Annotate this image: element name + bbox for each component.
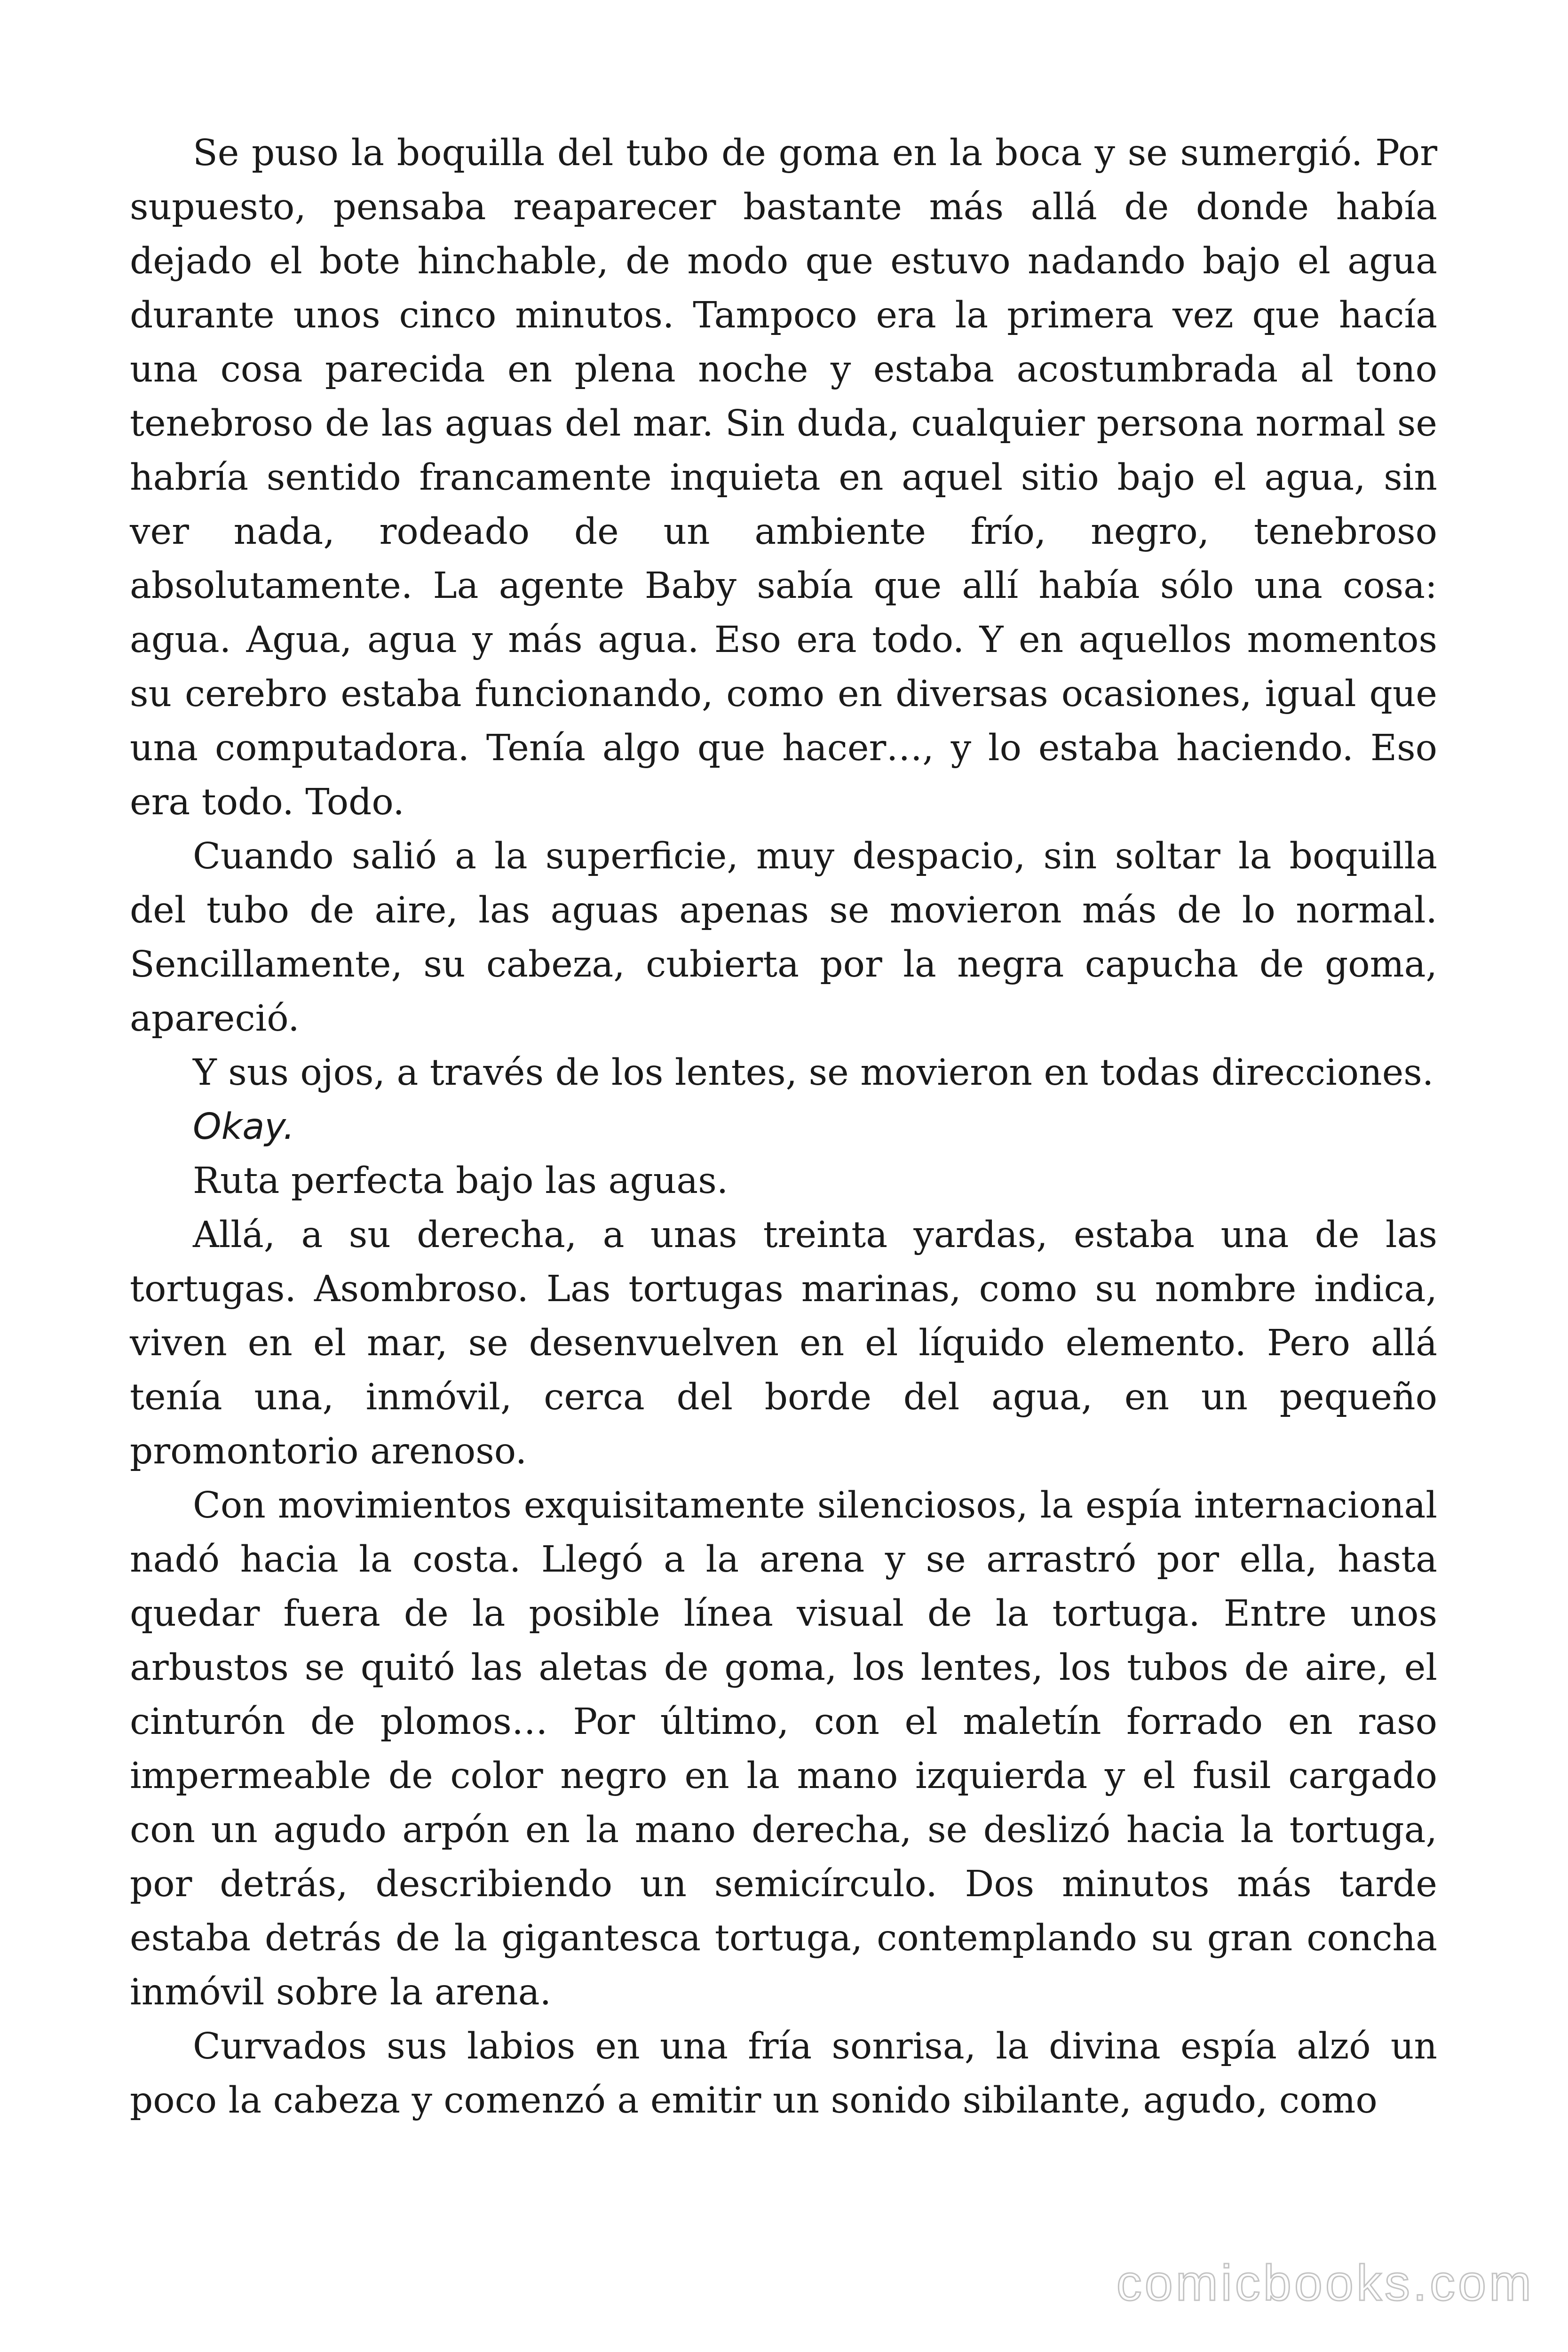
watermark: comicbooks.com bbox=[1116, 2254, 1534, 2311]
paragraph: Con movimientos exquisitamente silenciosos, la espía internacional nadó hacia la costa. Llegó a la arena y se arrastró por ella, hasta quedar fuera de la posible línea visual de la tortuga. Entre unos arbustos se quitó las aletas de goma, los lentes, los tubos de aire, el cinturón de plomos… Por último, con el maletín forrado en raso impermeable de color negro en la mano izquierda y el fusil cargado con un agudo arpón en la mano derecha, se deslizó hacia la tortuga, por detrás, describiendo un semicírculo. Dos minutos más tarde estaba detrás de la gigantesca tortuga, contemplando su gran concha inmóvil sobre la arena. bbox=[130, 1485, 1437, 2013]
paragraph: Curvados sus labios en una fría sonrisa, la divina espía alzó un poco la cabeza y comenzó a emitir un sonido sibilante, agudo, como bbox=[130, 2026, 1437, 2122]
page-text bbox=[130, 126, 1437, 2128]
paragraph: Allá, a su derecha, a unas treinta yardas, estaba una de las tortugas. Asombroso. Las tortugas marinas, como su nombre indica, viven en el mar, se desenvuelven en el líquido elemento. Pero allá tenía una, inmóvil, cerca del borde del agua, en un pequeño promontorio arenoso. bbox=[130, 1214, 1437, 1472]
paragraph: Y sus ojos, a través de los lentes, se movieron en todas direcciones. bbox=[193, 1052, 1434, 1094]
paragraph: Cuando salió a la superficie, muy despacio, sin soltar la boquilla del tubo de aire, las aguas apenas se movieron más de lo normal. Sencillamente, su cabeza, cubierta por la negra capucha de goma, apareció. bbox=[130, 835, 1437, 1040]
paragraph: Se puso la boquilla del tubo de goma en la boca y se sumergió. Por supuesto, pensaba reaparecer bastante más allá de donde había dejado el bote hinchable, de modo que estuvo nadando bajo el agua durante unos cinco minutos. Tampoco era la primera vez que hacía una cosa parecida en plena noche y estaba acostumbrada al tono tenebroso de las aguas del mar. Sin duda, cualquier persona normal se habría sentido francamente inquieta en aquel sitio bajo el agua, sin ver nada, rodeado de un ambiente frío, negro, tenebroso absolutamente. La agente Baby sabía que allí había sólo una cosa: agua. Agua, agua y más agua. Eso era todo. Y en aquellos momentos su cerebro estaba funcionando, como en diversas ocasiones, igual que una computadora. Tenía algo que hacer…, y lo estaba haciendo. Eso era todo. Todo. bbox=[130, 132, 1437, 823]
paragraph: Ruta perfecta bajo las aguas. bbox=[193, 1160, 729, 1202]
paragraph-italic: Okay. bbox=[193, 1106, 295, 1148]
